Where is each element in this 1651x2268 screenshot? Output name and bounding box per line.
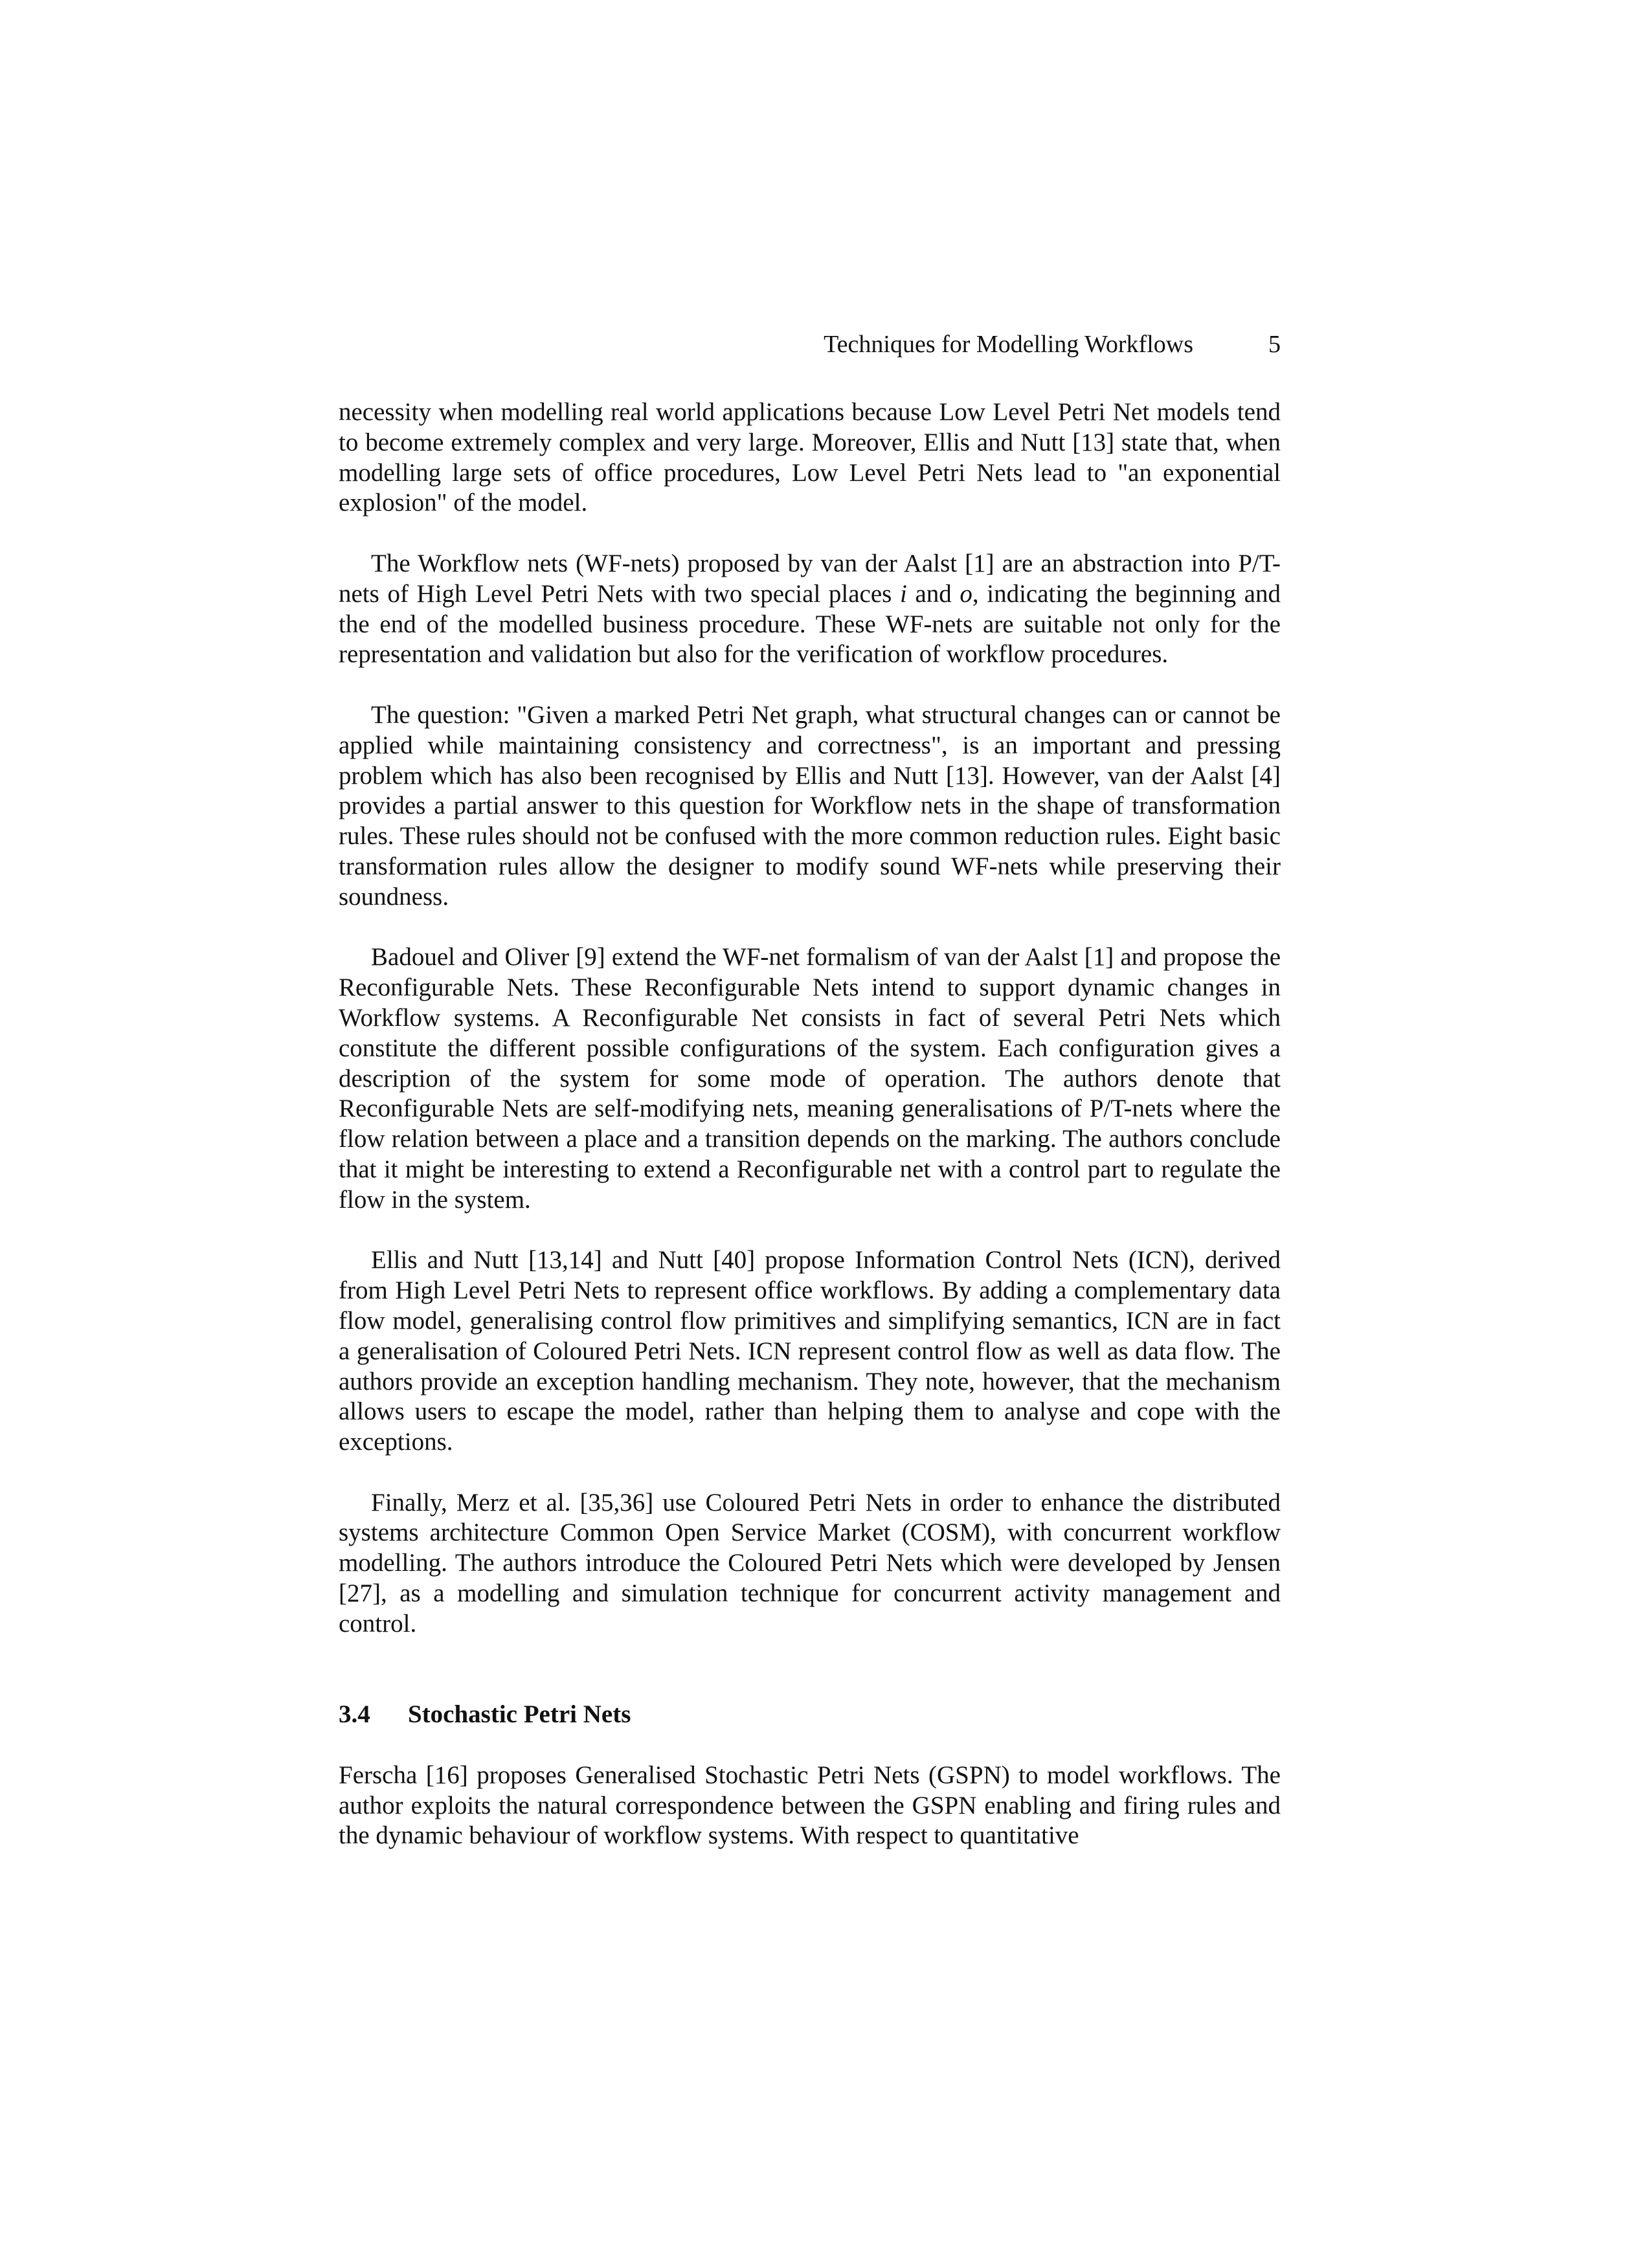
paragraph-wf-nets [339,549,1281,670]
section-title: Stochastic Petri Nets [408,1700,631,1729]
paragraph-wf-nets-part-3: , indicating the beginning and the end of the modelled business procedure. These WF-nets are suitable not only for the representation and validation but also for the verification of workflow procedures. [339,579,1281,669]
section-heading [339,1700,1281,1730]
running-header [339,325,1281,364]
paragraph-continuation: necessity when modelling real world applications because Low Level Petri Net models tend to become extremely complex and very large. Moreover, Ellis and Nutt [13] state that, when modelling large sets of office procedures, Low Level Petri Nets lead to "an exponential explosion" of the model. [339,398,1281,517]
running-title: Techniques for Modelling Workflows [824,331,1193,358]
place-i-symbol: i [899,579,907,608]
paragraph-gspn: Ferscha [16] proposes Generalised Stochastic Petri Nets (GSPN) to model workflows. The author exploits the natural correspondence between the GSPN enabling and firing rules and the dynamic behaviour of workflow systems. With respect to quantitative [339,1761,1281,1850]
paragraph-information-control-nets: Ellis and Nutt [13,14] and Nutt [40] propose Information Control Nets (ICN), derived from High Level Petri Nets to represent office workflows. By adding a complementary data flow model, generalising control flow primitives and simplifying semantics, ICN are in fact a generalisation of Coloured Petri Nets. ICN represent control flow as well as data flow. The authors provide an exception handling mechanism. They note, however, that the mechanism allows users to escape the model, rather than helping them to analyse and cope with the exceptions. [339,1246,1281,1456]
section-number: 3.4 [339,1700,370,1729]
paragraph-wf-nets-part-1: The Workflow nets (WF-nets) proposed by van der Aalst [1] are an abstraction into P/T-nets of High Level Petri Nets with two special places [339,549,1281,608]
paragraph-reconfigurable-nets: Badouel and Oliver [9] extend the WF-net formalism of van der Aalst [1] and propose the Reconfigurable Nets. These Reconfigurable Nets intend to support dynamic changes in Workflow systems. A Reconfigurable Net consists in fact of several Petri Nets which constitute the different possible configurations of the system. Each configuration gives a description of the system for some mode of operation. The authors denote that Reconfigurable Nets are self-modifying nets, meaning generalisations of P/T-nets where the flow relation between a place and a transition depends on the marking. The authors conclude that it might be interesting to extend a Reconfigurable net with a control part to regulate the flow in the system. [339,943,1281,1214]
paragraph-coloured-petri-nets: Finally, Merz et al. [35,36] use Coloured Petri Nets in order to enhance the distributed systems architecture Common Open Service Market (COSM), with concurrent workflow modelling. The authors introduce the Coloured Petri Nets which were developed by Jensen [27], as a modelling and simulation technique for concurrent activity management and control. [339,1488,1281,1638]
paragraph-structural-changes: The question: "Given a marked Petri Net graph, what structural changes can or cannot be applied while maintaining consistency and correctness", is an important and pressing problem which has also been recognised by Ellis and Nutt [13]. However, van der Aalst [4] provides a partial answer to this question for Workflow nets in the shape of transformation rules. These rules should not be confused with the more common reduction rules. Eight basic transformation rules allow the designer to modify sound WF-nets while preserving their soundness. [339,700,1281,911]
page-number: 5 [1268,331,1281,358]
place-o-symbol: o [960,579,972,608]
paragraph-wf-nets-part-2: and [906,579,960,608]
body-text [339,397,1281,1851]
